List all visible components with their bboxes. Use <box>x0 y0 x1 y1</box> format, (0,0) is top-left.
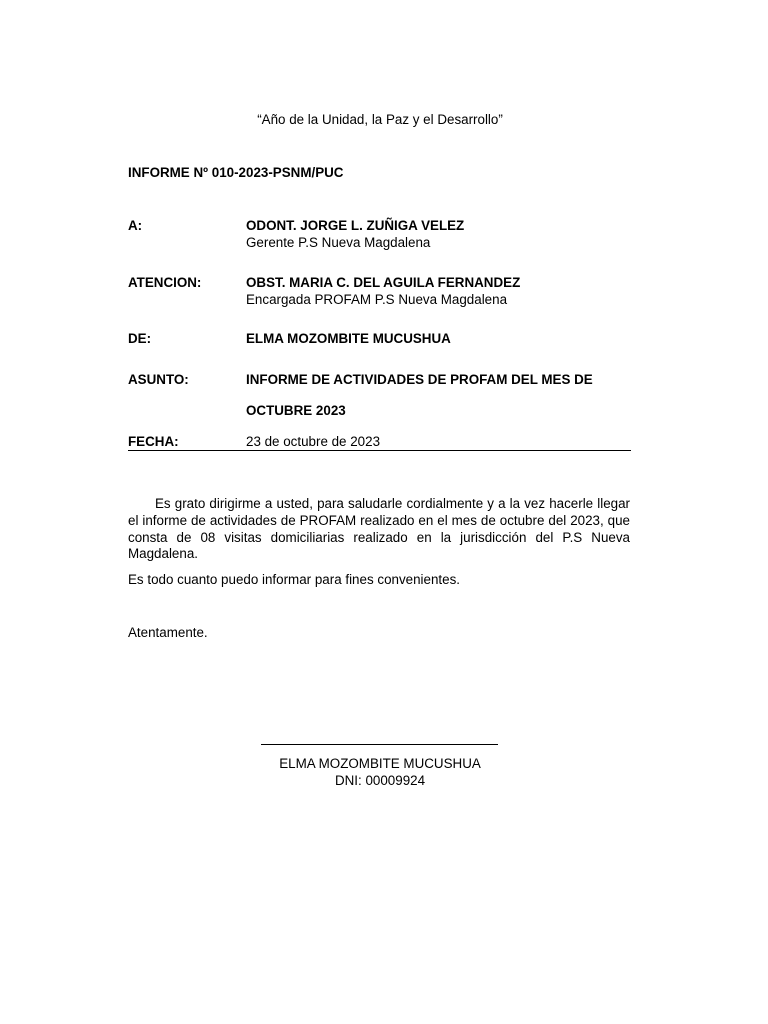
subject-line-2: OCTUBRE 2023 <box>246 403 346 418</box>
date-label: FECHA: <box>128 434 179 449</box>
attention-role: Encargada PROFAM P.S Nueva Magdalena <box>246 292 508 307</box>
body-paragraph-1: Es grato dirigirme a usted, para saludarle cordialmente y a la vez hacerle llegar el informe de actividades de PROFAM realizado en el mes de octubre del 2023, que consta de 08 visitas domiciliarias realizado en la jurisdicción del P.S Nueva Magdalena. <box>128 496 630 562</box>
subject-label: ASUNTO: <box>128 372 189 387</box>
signatory-name: ELMA MOZOMBITE MUCUSHUA <box>279 756 481 771</box>
date-value: 23 de octubre de 2023 <box>246 434 381 449</box>
signatory-dni: DNI: 00009924 <box>334 773 426 788</box>
from-name: ELMA MOZOMBITE MUCUSHUA <box>246 331 451 346</box>
report-number: INFORME Nº 010-2023-PSNM/PUC <box>128 165 344 180</box>
to-label: A: <box>128 218 143 233</box>
attention-name: OBST. MARIA C. DEL AGUILA FERNANDEZ <box>246 275 521 290</box>
body-paragraph-2: Es todo cuanto puedo informar para fines convenientes. <box>128 572 461 587</box>
attention-label: ATENCION: <box>128 275 202 290</box>
subject-line-1: INFORME DE ACTIVIDADES DE PROFAM DEL MES DE <box>246 372 593 387</box>
to-role: Gerente P.S Nueva Magdalena <box>246 235 431 250</box>
document-motto: “Año de la Unidad, la Paz y el Desarrollo” <box>257 112 503 127</box>
to-name: ODONT. JORGE L. ZUÑIGA VELEZ <box>246 218 465 233</box>
header-divider <box>128 450 631 451</box>
from-label: DE: <box>128 331 152 346</box>
body-text <box>128 496 630 563</box>
signature-line <box>261 744 498 745</box>
closing-salutation: Atentamente. <box>128 625 208 640</box>
